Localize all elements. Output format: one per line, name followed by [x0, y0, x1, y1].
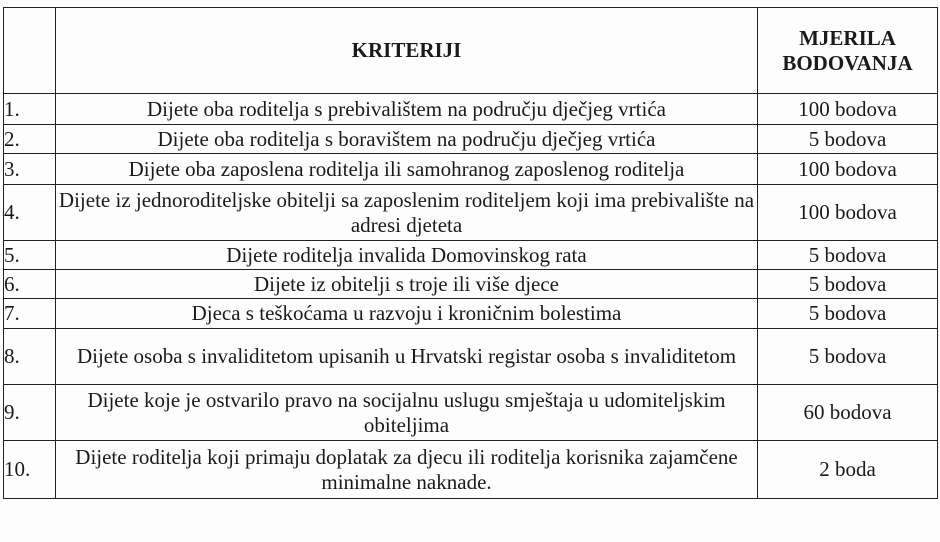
table-row [4, 154, 938, 185]
row-points: 5 bodova [758, 270, 938, 299]
header-points-cell [758, 8, 938, 94]
row-criteria: Djeca s teškoćama u razvoju i kroničnim bolestima [56, 299, 758, 329]
header-points-line2: BODOVANJA [782, 50, 913, 75]
row-criteria: Dijete osoba s invaliditetom upisanih u Hrvatski registar osoba s invaliditetom [56, 329, 758, 385]
row-number: 2. [4, 125, 56, 154]
row-criteria: Dijete roditelja koji primaju doplatak za djecu ili roditelja korisnika zajamčene minimalne naknade. [56, 441, 758, 499]
header-criteria-cell: KRITERIJI [56, 8, 758, 94]
row-criteria: Dijete oba roditelja s prebivalištem na području dječjeg vrtića [56, 94, 758, 125]
table-row [4, 299, 938, 329]
row-points: 100 bodova [758, 185, 938, 241]
row-points: 5 bodova [758, 329, 938, 385]
row-points: 5 bodova [758, 241, 938, 270]
row-number: 6. [4, 270, 56, 299]
criteria-table [3, 7, 938, 499]
row-points: 5 bodova [758, 125, 938, 154]
row-points: 2 boda [758, 441, 938, 499]
row-points: 60 bodova [758, 385, 938, 441]
row-criteria: Dijete iz obitelji s troje ili više djece [56, 270, 758, 299]
row-number: 4. [4, 185, 56, 241]
row-number: 7. [4, 299, 56, 329]
row-points: 100 bodova [758, 94, 938, 125]
row-criteria: Dijete oba roditelja s boravištem na području dječjeg vrtića [56, 125, 758, 154]
row-number: 9. [4, 385, 56, 441]
row-points: 5 bodova [758, 299, 938, 329]
table-row [4, 185, 938, 241]
table-row [4, 329, 938, 385]
table-row [4, 241, 938, 270]
row-points: 100 bodova [758, 154, 938, 185]
row-criteria: Dijete koje je ostvarilo pravo na socijalnu uslugu smještaja u udomiteljskim obiteljima [56, 385, 758, 441]
table-header-row [4, 8, 938, 94]
table-row [4, 441, 938, 499]
row-number: 1. [4, 94, 56, 125]
header-points-line1: MJERILA [799, 25, 896, 50]
row-criteria: Dijete roditelja invalida Domovinskog rata [56, 241, 758, 270]
row-criteria: Dijete iz jednoroditeljske obitelji sa zaposlenim roditeljem koji ima prebivalište na adresi djeteta [56, 185, 758, 241]
row-number: 8. [4, 329, 56, 385]
table-row [4, 385, 938, 441]
row-number: 3. [4, 154, 56, 185]
header-number-cell [4, 8, 56, 94]
row-number: 10. [4, 441, 56, 499]
row-number: 5. [4, 241, 56, 270]
table-row [4, 125, 938, 154]
table-row [4, 94, 938, 125]
table-row [4, 270, 938, 299]
row-criteria: Dijete oba zaposlena roditelja ili samohranog zaposlenog roditelja [56, 154, 758, 185]
